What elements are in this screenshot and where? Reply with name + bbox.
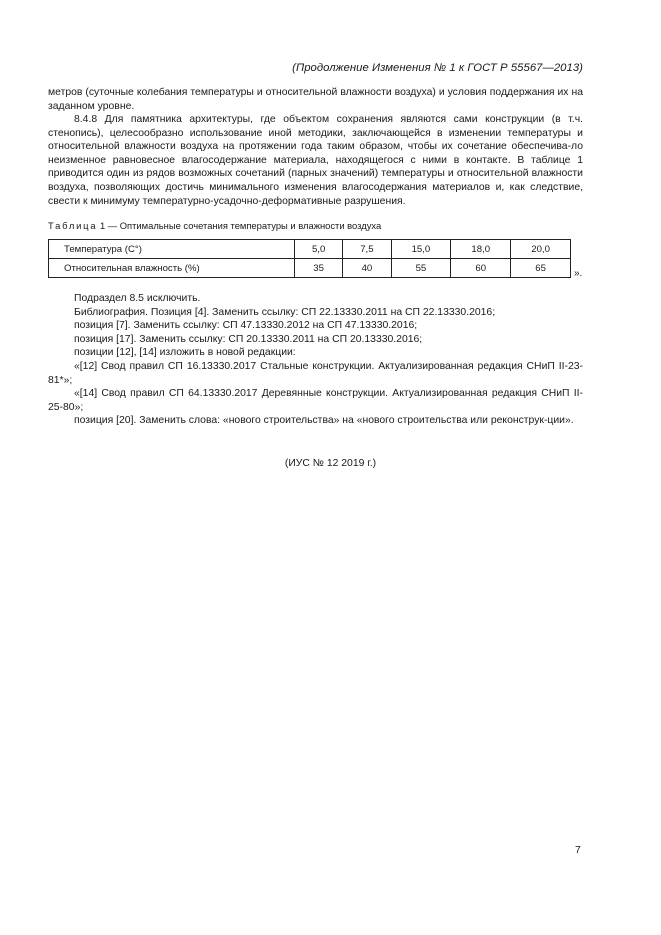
section-8-4-8 [48,113,583,208]
change-list [48,292,583,428]
table-cell: 60 [451,259,511,278]
table-row [49,240,571,259]
ius-reference: (ИУС № 12 2019 г.) [284,458,377,469]
table-cell: 65 [511,259,571,278]
row-label: Температура (С°) [49,240,295,259]
table-cell: 55 [391,259,451,278]
document-header: (Продолжение Изменения № 1 к ГОСТ Р 55567—2013) [292,62,583,74]
table-cell: 15,0 [391,240,451,259]
table-closing-quote: ». [574,268,583,279]
page-number: 7 [575,845,581,856]
change-item: позиция [17]. Заменить ссылку: СП 20.13330.2011 на СП 20.13330.2016; [74,333,423,345]
table-caption-title: 1 — Оптимальные сочетания температуры и влажности воздуха [99,220,382,231]
change-item: позиция [20]. Заменить слова: «нового строительства» на «нового строительства или реконструк-ции». [74,415,574,427]
table-cell: 40 [343,259,391,278]
change-item: позиция [7]. Заменить ссылку: СП 47.13330.2012 на СП 47.13330.2016; [74,320,418,332]
change-item: «[14] Свод правил СП 64.13330.2017 Деревянные конструкции. Актуализированная редакция СНиП II-25-80»; [48,388,583,413]
table-cell: 18,0 [451,240,511,259]
data-table [48,239,571,278]
change-item: позиции [12], [14] изложить в новой редакции: [74,347,296,359]
change-item: Подраздел 8.5 исключить. [74,293,201,304]
change-item: Библиография. Позиция [4]. Заменить ссылку: СП 22.13330.2011 на СП 22.13330.2016; [74,306,496,318]
table-cell: 20,0 [511,240,571,259]
table-cell: 7,5 [343,240,391,259]
change-item: «[12] Свод правил СП 16.13330.2017 Стальные конструкции. Актуализированная редакция СНиП II-23-81*»; [48,360,583,386]
section-8-4-8-text: 8.4.8 Для памятника архитектуры, где объектом сохранения являются сами конструкции (в т.ч. стенопись), целесообразно использование иной методики, заключающейся в изменении температуры и относительной влажности воздуха на протяжении года таким образом, чтобы их сочетание обеспечива-ло неизменное равновесное влагосодержание материала, находящегося с ними в контакте. В таблице 1 приводится один из рядов возможных сочетаний (парных значений) температуры и относительной влажности воздуха, позволяющих достичь минимального изменения влагосодержания материалов и, как следствие, свести к минимуму температурно-усадочно-деформативные разрушения. [48,114,583,207]
table-caption-word: Таблица [48,220,98,231]
intro-paragraph [48,86,583,113]
table-cell: 5,0 [295,240,343,259]
table-cell: 35 [295,259,343,278]
table-caption [48,220,381,231]
intro-text: метров (суточные колебания температуры и относительной влажности воздуха) и условия поддержания их на заданном уровне. [48,87,583,112]
row-label: Относительная влажность (%) [49,259,295,278]
table-row [49,259,571,278]
